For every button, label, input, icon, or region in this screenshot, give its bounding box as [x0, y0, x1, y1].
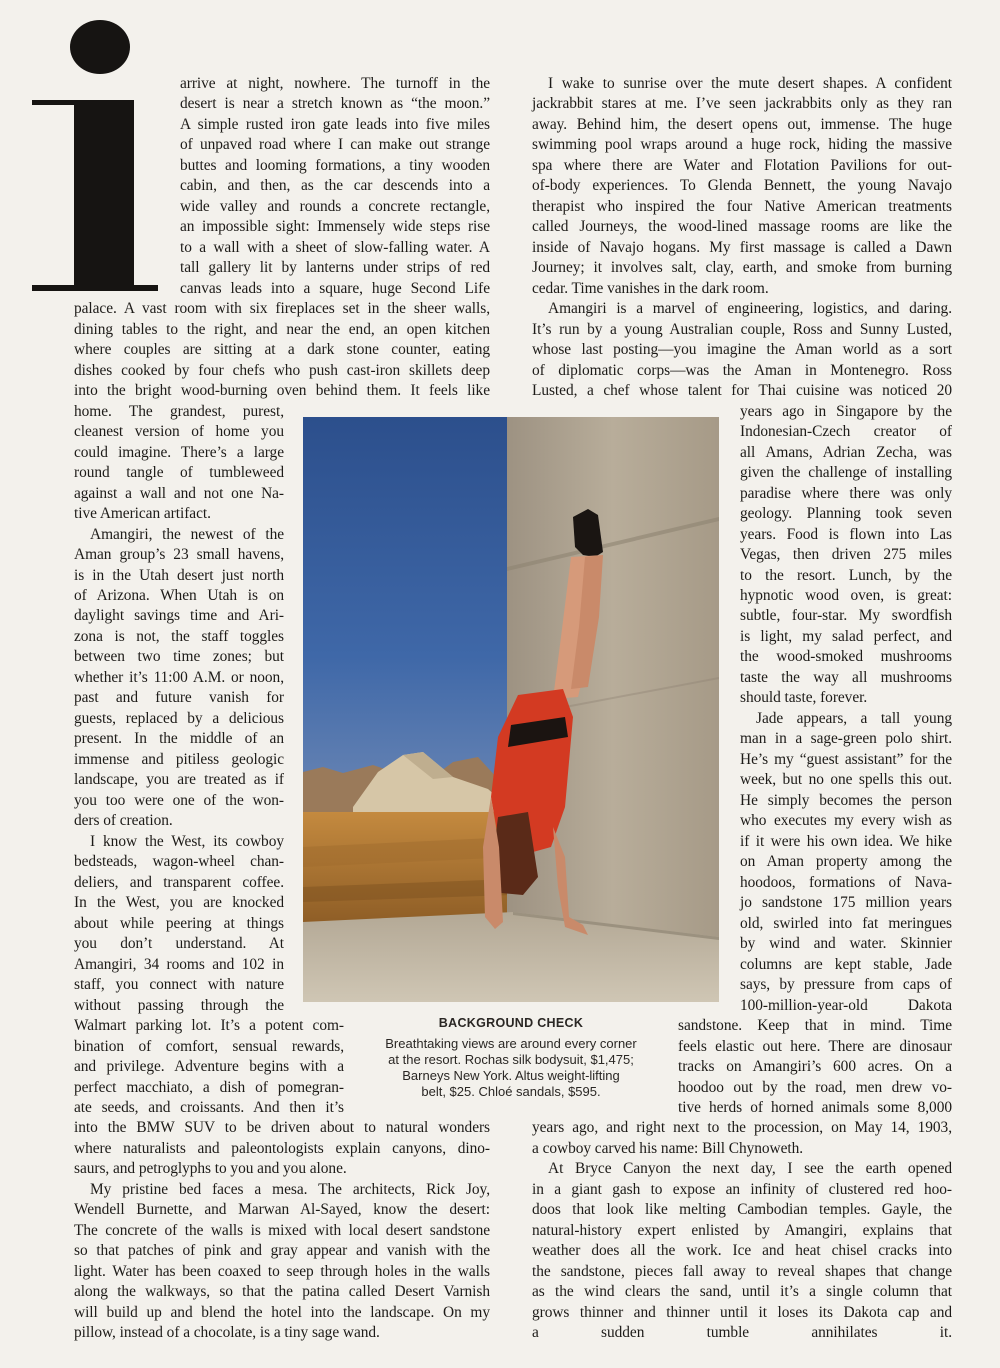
text-line: round tangle of tumbleweed: [74, 464, 284, 482]
text-line: tall gallery lit by lanterns under strips of red: [180, 259, 490, 277]
caption-line: belt, $25. Chloé sandals, $595.: [421, 1084, 601, 1099]
text-line: deliers, and transparent coffee.: [74, 873, 284, 891]
text-line: spa where there are Water and Flotation Pavilions for out-: [532, 156, 952, 174]
text-line: of unpaved road where I can make out strange: [180, 136, 490, 154]
text-line: doos that look like melting Cambodian temples. Gayle, the: [532, 1201, 952, 1219]
text-line: sandstone. Keep that in mind. Time: [678, 1017, 952, 1035]
drop-cap-stem: [74, 100, 134, 290]
caption-line: Breathtaking views are around every corner: [385, 1036, 637, 1051]
text-line: light. Water has been coaxed to seep through holes in the walls: [74, 1262, 490, 1280]
text-line: In the West, you are knocked: [74, 894, 284, 912]
text-line: palace. A vast room with six fireplaces set in the sheer walls,: [74, 300, 490, 318]
caption-line: Barneys New York. Altus weight-lifting: [402, 1068, 620, 1083]
text-line: Amangiri is a marvel of engineering, logistics, and daring.: [548, 300, 952, 318]
text-line: natural-history expert enlisted by Amangiri, explains that: [532, 1221, 952, 1239]
text-line: years ago, and right next to the procession, on May 14, 1903,: [532, 1119, 952, 1137]
text-line: Walmart parking lot. It’s a potent com-: [74, 1017, 344, 1035]
text-line: called Journeys, the wood-lined massage rooms are like the: [532, 218, 952, 236]
text-line: could imagine. There’s a large: [74, 443, 284, 461]
text-line: taste the way all mushrooms: [740, 668, 952, 686]
text-line: the sandstone, pieces fall away to reveal shapes that change: [532, 1262, 952, 1280]
text-line: arrive at night, nowhere. The turnoff in the: [180, 75, 490, 92]
text-line: dining tables to the right, and near the end, an open kitchen: [74, 320, 490, 338]
text-line: My pristine bed faces a mesa. The architects, Rick Joy,: [90, 1180, 490, 1198]
text-line: you too were one of the won-: [74, 791, 284, 809]
text-line: should taste, forever.: [740, 689, 868, 707]
text-line: cabin, and then, as the car descends into a: [180, 177, 490, 195]
text-line: so that patches of pink and gray appear and vanish with the: [74, 1242, 490, 1260]
text-line: saurs, and petroglyphs to you and you alone.: [74, 1160, 347, 1178]
text-line: where couples are sitting at a dark stone counter, eating: [74, 341, 490, 359]
text-line: between two time zones; but: [74, 648, 284, 666]
text-line: landscape, you are treated as if: [74, 771, 284, 789]
text-line: He’s my “guest assistant” for the: [740, 750, 952, 768]
text-line: hoodoo out by the road, men drew vo-: [678, 1078, 952, 1096]
text-line: swimming pool wraps around a huge rock, hiding the massive: [532, 136, 952, 154]
text-line: old, swirled into fat meringues: [740, 914, 952, 932]
text-line: I know the West, its cowboy: [90, 832, 284, 850]
text-line: is light, my salad perfect, and: [740, 627, 952, 645]
text-line: who executes my every wish as: [740, 812, 952, 830]
text-line: whether it’s 11:00 A.M. or noon,: [74, 668, 284, 686]
text-line: is in the Utah desert just north: [74, 566, 284, 584]
text-line: away. Behind him, the desert opens out, immense. The huge: [532, 115, 952, 133]
text-line: jo sandstone 175 million years: [740, 894, 952, 912]
text-line: Indonesian-Czech creator of: [740, 423, 952, 441]
text-line: to the resort. Lunch, by the: [740, 566, 952, 584]
text-line: says, by pressure from caps of: [740, 976, 952, 994]
text-line: subtle, four-star. My swordfish: [740, 607, 952, 625]
article-photo: [303, 417, 719, 1002]
text-line: home. The grandest, purest,: [74, 402, 284, 420]
text-line: Journey; it involves salt, clay, earth, and smoke from burning: [532, 259, 952, 277]
text-line: and privilege. Adventure begins with a: [74, 1058, 344, 1076]
text-line: cedar. Time vanishes in the dark room.: [532, 279, 769, 297]
text-line: present. In the middle of an: [74, 730, 284, 748]
text-line: desert is near a stretch known as “the moon.”: [180, 95, 490, 113]
text-line: given the challenge of installing: [740, 464, 952, 482]
text-line: all Amans, Adrian Zecha, was: [740, 443, 952, 461]
caption-line: at the resort. Rochas silk bodysuit, $1,475;: [388, 1052, 634, 1067]
text-line: paradise where there was only: [740, 484, 952, 502]
text-line: Amangiri, 34 rooms and 102 in: [74, 955, 284, 973]
text-line: The concrete of the walls is mixed with local desert sandstone: [74, 1221, 490, 1239]
text-line: whose last posting—you imagine the Aman world as a sort: [532, 341, 952, 359]
text-line: geology. Planning took seven: [740, 505, 952, 523]
text-line: by wind and water. Skinnier: [740, 935, 952, 953]
text-line: past and future vanish for: [74, 689, 284, 707]
text-line: tive American artifact.: [74, 505, 211, 523]
text-line: as the wind clears the sand, until it’s a single column that: [532, 1283, 952, 1301]
text-line: immense and pitiless geologic: [74, 750, 284, 768]
text-line: week, but no one spells this out.: [740, 771, 952, 789]
text-line: Jade appears, a tall young: [756, 709, 952, 727]
text-line: against a wall and not one Na-: [74, 484, 284, 502]
text-line: tracks on Amangiri’s 600 acres. On a: [678, 1058, 952, 1076]
text-line: of diplomatic corps—was the Aman in Montenegro. Ross: [532, 361, 952, 379]
text-line: man in a sage-green polo shirt.: [740, 730, 952, 748]
text-line: He simply becomes the person: [740, 791, 952, 809]
text-line: where naturalists and paleontologists explain canyons, dino-: [74, 1139, 490, 1157]
text-line: if it were his own idea. We hike: [740, 832, 952, 850]
text-line: canvas leads into a square, huge Second Life: [180, 279, 490, 297]
drop-cap-top-serif: [32, 100, 76, 105]
text-line: bination of comfort, sensual rewards,: [74, 1037, 344, 1055]
text-line: years ago in Singapore by the: [740, 402, 952, 420]
text-line: feels elastic out here. There are dinosaur: [678, 1037, 952, 1055]
text-line: of Arizona. When Utah is on: [74, 587, 284, 604]
text-line: jackrabbit stares at me. I’ve seen jackrabbits only as they ran: [532, 95, 952, 113]
text-line: inside of Navajo hogans. My first massage is called a Dawn: [532, 238, 952, 256]
text-line: an impossible sight: Immensely wide steps rise: [180, 218, 490, 236]
text-line: Wendell Burnette, and Marwan Al-Sayed, know the desert:: [74, 1201, 490, 1219]
text-line: perfect macchiato, a dish of pomegran-: [74, 1078, 344, 1096]
text-line: dishes cooked by four chefs who push cast-iron skillets deep: [74, 361, 490, 379]
text-line: on Aman property among the: [740, 853, 952, 871]
caption-title: BACKGROUND CHECK: [438, 1016, 584, 1030]
text-line: in a giant gash to expose an infinity of clustered red hoo-: [532, 1180, 952, 1198]
text-line: you don’t understand. At: [74, 935, 284, 953]
photo-handstand-desert: [303, 417, 719, 1002]
text-line: tive herds of horned animals some 8,000: [678, 1099, 952, 1116]
drop-cap-foot: [32, 285, 158, 291]
text-line: Amangiri, the newest of the: [90, 525, 284, 543]
text-line: of-body experiences. To Glenda Bennett, the young Navajo: [532, 177, 952, 195]
text-line: bedsteads, wagon-wheel chan-: [74, 853, 284, 871]
text-line: a cowboy carved his name: Bill Chynoweth.: [532, 1139, 804, 1157]
text-line: buttes and looming formations, a tiny wooden: [180, 156, 490, 174]
drop-cap-dot: [70, 20, 130, 74]
text-line: Lusted, a chef whose talent for Thai cuisine was noticed 20: [532, 382, 952, 400]
text-line: will build up and blend the hotel into the landscape. On my: [74, 1303, 490, 1321]
text-line: A simple rusted iron gate leads into five miles: [180, 115, 490, 133]
text-line: years. Food is flown into Las: [740, 525, 952, 543]
text-line: At Bryce Canyon the next day, I see the earth opened: [548, 1160, 952, 1178]
text-line: guests, replaced by a delicious: [74, 709, 284, 727]
text-line: along the walkways, so that the patina called Desert Varnish: [74, 1283, 490, 1301]
text-line: columns are kept stable, Jade: [740, 955, 952, 973]
text-line: hypnotic wood oven, is great:: [740, 587, 952, 604]
text-line: zona is not, the staff toggles: [74, 627, 284, 645]
text-line: grows thinner and thinner until it loses its Dakota cap and: [532, 1303, 952, 1321]
text-line: It’s run by a young Australian couple, Ross and Sunny Lusted,: [532, 320, 952, 338]
text-line: pillow, instead of a chocolate, is a tiny sage wand.: [74, 1324, 380, 1342]
text-line: about while peering at things: [74, 914, 284, 932]
text-line: the wood-smoked mushrooms: [740, 648, 952, 666]
text-line: wide valley and rounds a concrete rectangle,: [180, 197, 490, 215]
text-line: a sudden tumble annihilates it.: [532, 1324, 952, 1342]
text-line: staff, you connect with nature: [74, 976, 284, 994]
text-line: without passing through the: [74, 996, 284, 1014]
text-line: weather does all the work. Ice and heat chisel cracks into: [532, 1242, 952, 1260]
text-line: cleanest version of home you: [74, 423, 284, 441]
text-line: into the bright wood-burning oven behind them. It feels like: [74, 382, 490, 400]
text-line: hoodoos, formations of Nava-: [740, 873, 952, 891]
text-line: into the BMW SUV to be driven about to natural wonders: [74, 1119, 490, 1137]
text-line: Vegas, then driven 275 miles: [740, 546, 952, 564]
text-line: therapist who inspired the four Native American treatments: [532, 197, 952, 215]
text-line: I wake to sunrise over the mute desert shapes. A confident: [548, 75, 952, 92]
text-line: Aman group’s 23 small havens,: [74, 546, 284, 564]
text-line: ate seeds, and croissants. And then it’s: [74, 1099, 344, 1116]
text-line: 100-million-year-old Dakota: [740, 996, 952, 1014]
text-line: daylight savings time and Ari-: [74, 607, 284, 625]
text-line: ders of creation.: [74, 812, 173, 830]
text-line: to a wall with a sheet of slow-falling water. A: [180, 238, 490, 256]
